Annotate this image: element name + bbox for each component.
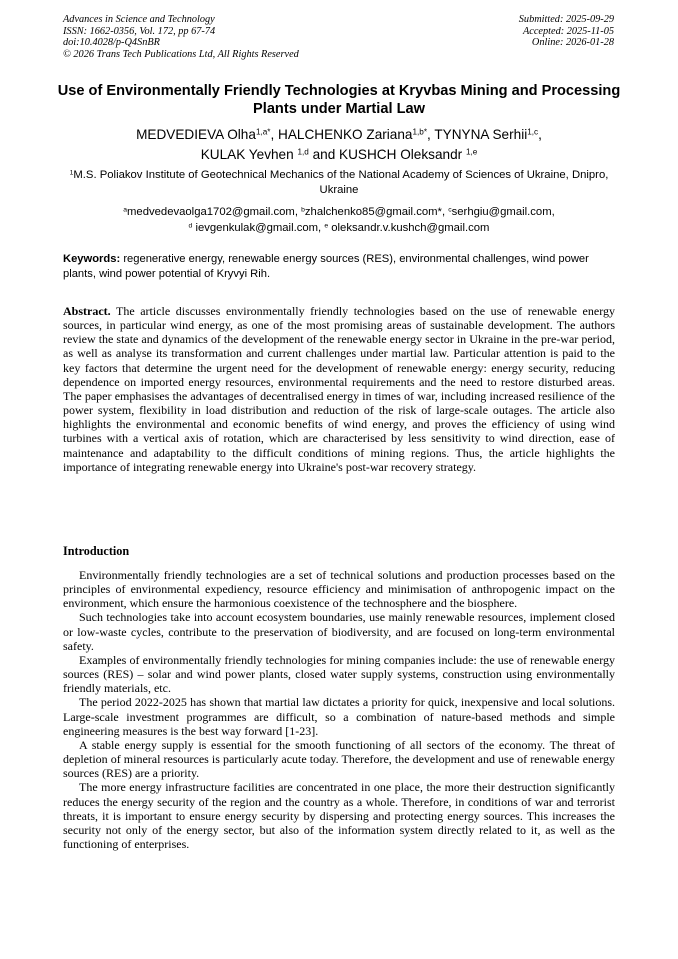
email-superscript: d xyxy=(188,222,193,230)
paper-title: Use of Environmentally Friendly Technologies at Kryvbas Mining and Processing Plants under Martial Law xyxy=(57,83,621,117)
journal-issn: ISSN: 1662-0356, Vol. 172, pp 67-74 xyxy=(63,25,216,37)
online-date: Online: 2026-01-28 xyxy=(531,37,614,49)
accepted-date: Accepted: 2025-11-05 xyxy=(522,25,614,37)
abstract xyxy=(63,304,615,474)
author-superscript: 1,c xyxy=(527,127,539,137)
journal-header-left xyxy=(63,14,299,60)
email-superscript: c xyxy=(448,206,452,214)
paragraph: A stable energy supply is essential for the smooth functioning of all sectors of the economy. The threat of depletion of mineral resources is particularly acute today. Therefore, the development and use of renewable energy sources (RES) are a priority. xyxy=(63,737,615,781)
author-superscript: 1,a* xyxy=(255,127,271,137)
email-address: serhgiu@gmail.com, xyxy=(451,206,555,218)
paragraph: The period 2022-2025 has shown that martial law dictates a priority for quick, inexpensive and local solutions. Large-scale investment programmes are difficult, so a combination of nature-based methods and simple engineering measures is the best way forward [1-23]. xyxy=(63,695,615,738)
email-address: zhalchenko85@gmail.com*, xyxy=(304,206,446,218)
affiliation xyxy=(60,168,618,198)
author-list: MEDVEDIEVA Olha$^{1,a*}$, HALCHENKO Zariana$^{1,b*}$, TYNYNA Serhii$^{1,c}$, KULAK Yevhen $^{1,d}$ and KUSHCH Oleksandr $^{1,e}$ xyxy=(136,127,542,162)
email-address: medvedevaolga1702@gmail.com, xyxy=(127,206,298,218)
paragraph: Examples of environmentally friendly technologies for mining companies include: the use of renewable energy sources (RES) – solar and wind power plants, closed water supply systems, construction using environmentally friendly materials, etc. xyxy=(63,652,615,696)
author-name: KULAK Yevhen xyxy=(200,147,294,162)
paragraph: Such technologies take into account ecosystem boundaries, use mainly renewable resources, implement closed or low-waste cycles, contribute to the preservation of biodiversity, and are focused on long-term environmental safety. xyxy=(63,610,615,653)
journal-name: Advances in Science and Technology xyxy=(63,14,215,25)
author-superscript: 1,d xyxy=(297,147,309,157)
section-heading-introduction: Introduction xyxy=(63,544,130,558)
email-list xyxy=(60,204,618,236)
keywords-label: Keywords: xyxy=(63,253,121,265)
journal-header-right xyxy=(519,14,614,49)
affiliation-superscript: 1 xyxy=(69,169,74,177)
submitted-date: Submitted: 2025-09-29 xyxy=(518,14,614,25)
author-name: HALCHENKO Zariana xyxy=(278,127,413,142)
email-superscript: a xyxy=(123,206,127,214)
email-superscript: e xyxy=(324,222,329,230)
paragraph: The more energy infrastructure facilities are concentrated in one place, the more their destruction significantly reduces the energy security of the region and the country as a whole. Therefore, in conditions of war and terrorist threats, it is important to ensure energy security by dispersing and protecting energy sources. This increases the security not only of the energy sector, but also of the information system directly related to it, as well as the functioning of enterprises. xyxy=(63,780,615,851)
author-name: MEDVEDIEVA Olha xyxy=(136,127,256,142)
affiliation-text: M.S. Poliakov Institute of Geotechnical Mechanics of the National Academy of Sciences of Ukraine, Dnipro, Ukraine xyxy=(73,169,609,196)
email-address: ievgenkulak@gmail.com, xyxy=(195,222,322,234)
journal-copyright: © 2026 Trans Tech Publications Ltd, All Rights Reserved xyxy=(63,48,299,60)
introduction-body xyxy=(63,568,615,851)
author-name: KUSHCH Oleksandr xyxy=(339,147,463,162)
email-address: oleksandr.v.kushch@gmail.com xyxy=(331,222,490,234)
email-superscript: b xyxy=(301,206,305,214)
journal-doi: doi:10.4028/p-Q4SnBR xyxy=(63,37,160,49)
author-superscript: 1,e xyxy=(465,147,478,157)
abstract-text: The article discusses environmentally friendly technologies based on the use of renewable energy sources, in particular wind energy, as one of the most promising areas of sustainable development. The authors review the state and dynamics of the development of the renewable energy sector in Ukraine in the pre-war period, as well as analyse its transformation and current challenges under martial law. Particular attention is paid to the key factors that determine the urgent need for the development of renewable energy: energy security, reducing dependence on imported energy resources, environmental requirements and the need to restore disturbed areas. The paper emphasises the advantages of decentralised energy in times of war, including increased resilience of the power system, flexibility in load distribution and reduction of the risk of large-scale outages. The article also highlights the environmental and economic benefits of wind energy, and proves the efficiency of using wind turbines with a vertical axis of rotation, which are characterised by less sensitivity to wind direction, ease of maintenance and adaptability to the difficult conditions of mining regions. Thus, the article highlights the importance of integrating renewable energy into Ukraine's post-war recovery strategy. xyxy=(63,304,615,474)
abstract-label: Abstract. xyxy=(63,304,111,318)
author-superscript: 1,b* xyxy=(412,127,428,137)
author-name: TYNYNA Serhii xyxy=(434,127,528,142)
paragraph: Environmentally friendly technologies are a set of technical solutions and production processes based on the principles of environmental expediency, resource efficiency and minimisation of anthropogenic impact on the environment, which ensure the harmonious coexistence of the technosphere and the biosphere. xyxy=(63,568,615,611)
keywords-text: regenerative energy, renewable energy sources (RES), environmental challenges, wind power plants, wind power potential of Kryvyi Rih. xyxy=(63,253,589,280)
keywords xyxy=(63,252,615,282)
